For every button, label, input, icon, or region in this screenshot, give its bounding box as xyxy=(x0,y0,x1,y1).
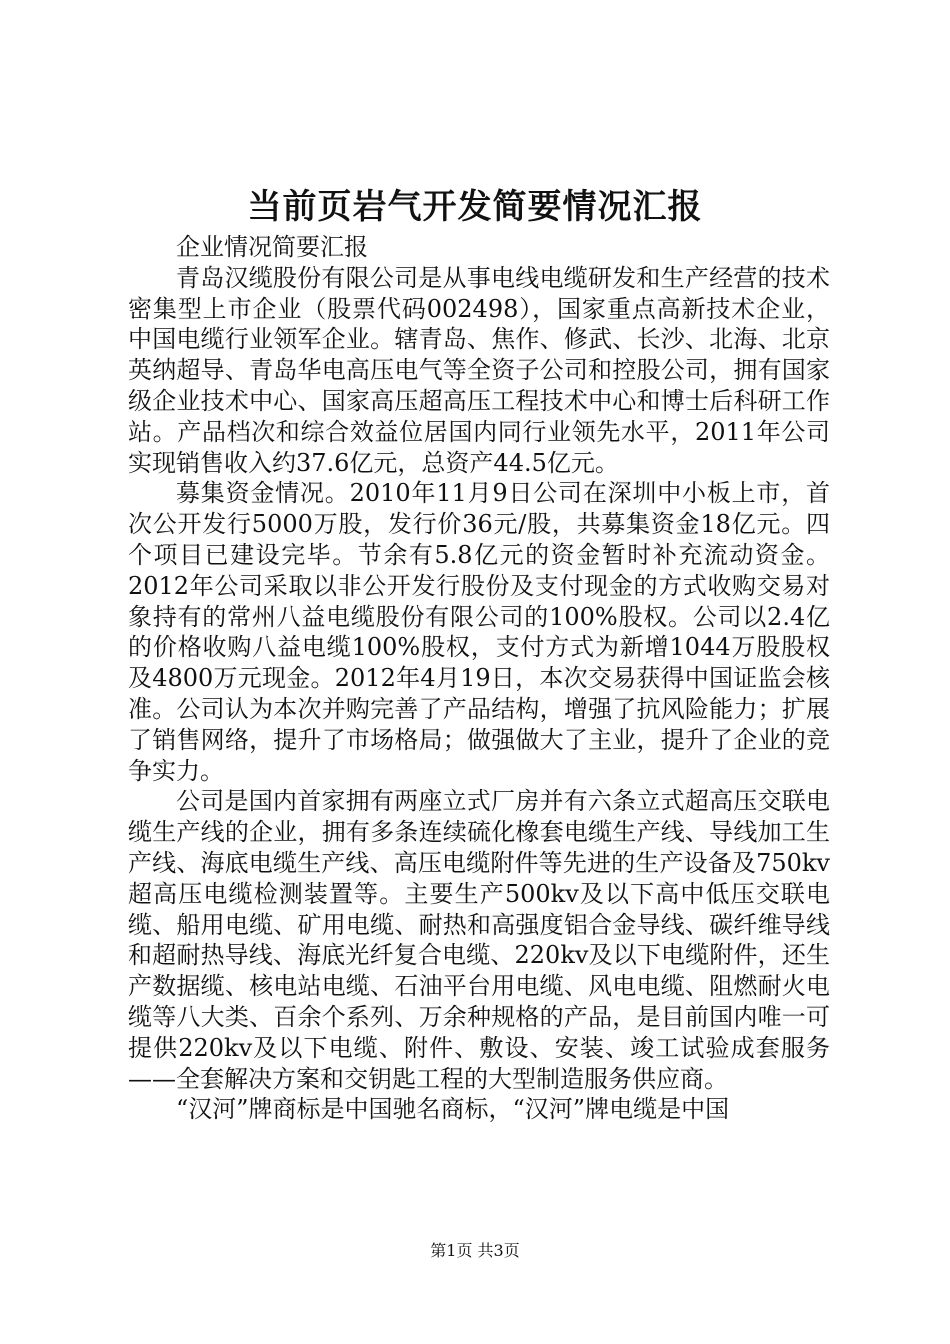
page-number: 第1页 共3页 xyxy=(430,1241,520,1260)
paragraph-company-intro: 青岛汉缆股份有限公司是从事电线电缆研发和生产经营的技术密集型上市企业（股票代码002498），国家重点高新技术企业，中国电缆行业领军企业。辖青岛、焦作、修武、长沙、北海、北京英纳超导、青岛华电高压电气等全资子公司和控股公司，拥有国家级企业技术中心、国家高压超高压工程技术中心和博士后科研工作站。产品档次和综合效益位居国内同行业领先水平，2011年公司实现销售收入约37.6亿元，总资产44.5亿元。 xyxy=(128,263,830,477)
paragraph-section-heading: 企业情况简要汇报 xyxy=(176,233,368,261)
document-title: 当前页岩气开发简要情况汇报 xyxy=(247,187,703,227)
paragraph-brand: “汉河”牌商标是中国驰名商标，“汉河”牌电缆是中国 xyxy=(176,1095,730,1124)
document-body xyxy=(128,232,830,1125)
paragraph-production: 公司是国内首家拥有两座立式厂房并有六条立式超高压交联电缆生产线的企业，拥有多条连续硫化橡套电缆生产线、导线加工生产线、海底电缆生产线、高压电缆附件等先进的生产设备及750kv超高压电缆检测装置等。主要生产500kv及以下高中低压交联电缆、船用电缆、矿用电缆、耐热和高强度铝合金导线、碳纤维导线和超耐热导线、海底光纤复合电缆、220kv及以下电缆附件，还生产数据缆、核电站电缆、石油平台用电缆、风电电缆、阻燃耐火电缆等八大类、百余个系列、万余种规格的产品，是目前国内唯一可提供220kv及以下电缆、附件、敷设、安装、竣工试验成套服务——全套解决方案和交钥匙工程的大型制造服务供应商。 xyxy=(128,787,830,1093)
paragraph-fundraising: 募集资金情况。2010年11月9日公司在深圳中小板上市，首次公开发行5000万股，发行价36元/股，共募集资金18亿元。四个项目已建设完毕。节余有5.8亿元的资金暂时补充流动资金。2012年公司采取以非公开发行股份及支付现金的方式收购交易对象持有的常州八益电缆股份有限公司的100%股权。公司以2.4亿的价格收购八益电缆100%股权，支付方式为新增1044万股股权及4800万元现金。2012年4月19日，本次交易获得中国证监会核准。公司认为本次并购完善了产品结构，增强了抗风险能力；扩展了销售网络，提升了市场格局；做强做大了主业，提升了企业的竞争实力。 xyxy=(128,479,830,785)
